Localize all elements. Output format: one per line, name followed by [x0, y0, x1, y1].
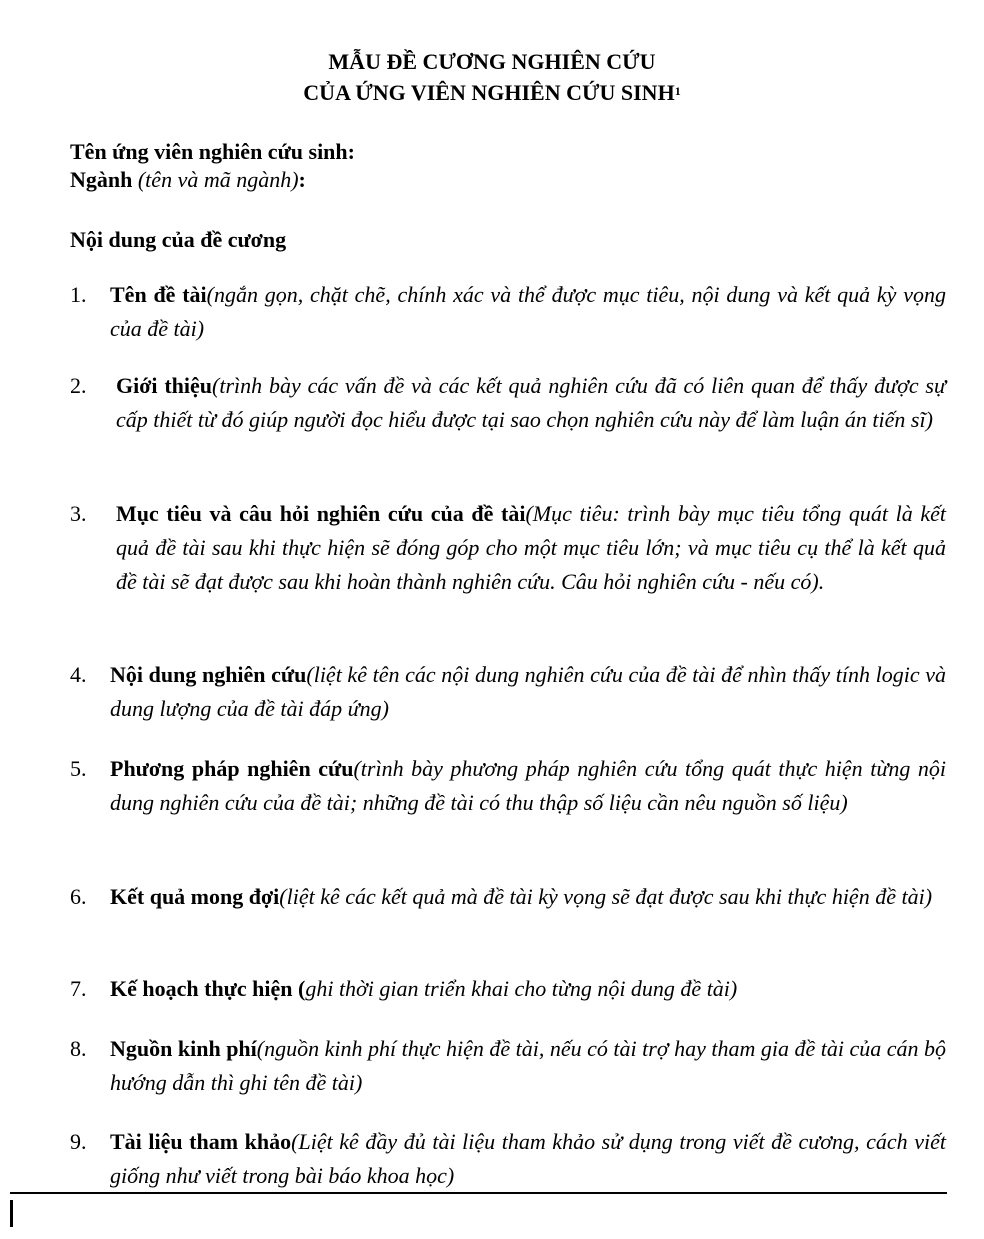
item-title: Kế hoạch thực hiện (	[110, 976, 306, 1001]
major-label: Ngành	[70, 167, 133, 192]
item-title: Mục tiêu và câu hỏi nghiên cứu của đề tài	[116, 501, 526, 526]
section-heading	[70, 225, 286, 255]
list-item	[70, 369, 946, 437]
item-title: Giới thiệu	[116, 373, 213, 398]
item-description: (liệt kê tên các nội dung nghiên cứu của đề tài để nhìn thấy tính logic và dung lượng của đề tài đáp ứng)	[110, 662, 946, 721]
document-title-line-1	[0, 47, 984, 77]
item-description: (ngắn gọn, chặt chẽ, chính xác và thể được mục tiêu, nội dung và kết quả kỳ vọng của đề tài)	[110, 282, 946, 341]
item-title: Tên đề tài	[110, 282, 207, 307]
item-number: 6.	[70, 884, 87, 909]
list-item	[70, 497, 946, 599]
item-title: Phương pháp nghiên cứu	[110, 756, 354, 781]
list-item	[70, 1032, 946, 1100]
item-title: Kết quả mong đợi	[110, 884, 280, 909]
item-number: 4.	[70, 662, 87, 687]
footnote-separator	[10, 1192, 947, 1194]
list-item	[70, 658, 946, 726]
candidate-name-label: Tên ứng viên nghiên cứu sinh:	[70, 139, 355, 164]
list-item	[70, 752, 946, 820]
item-number: 3.	[70, 501, 87, 526]
item-number: 5.	[70, 756, 87, 781]
major-field	[70, 165, 306, 195]
candidate-name-field	[70, 137, 355, 167]
major-colon: :	[298, 167, 306, 192]
title-line-2-text: CỦA ỨNG VIÊN NGHIÊN CỨU SINH	[303, 80, 675, 105]
list-item	[70, 972, 946, 1006]
item-title: Nội dung nghiên cứu	[110, 662, 307, 687]
title-line-1-text: MẪU ĐỀ CƯƠNG NGHIÊN CỨU	[328, 49, 656, 74]
item-number: 9.	[70, 1129, 87, 1154]
item-description: (Mục tiêu: trình bày mục tiêu tổng quát là kết quả đề tài sau khi thực hiện sẽ đóng góp cho một mục tiêu lớn; và mục tiêu cụ thể là kết quả đề tài sẽ đạt được sau khi hoàn thành nghiên cứu. Câu hỏi nghiên cứu - nếu có).	[116, 501, 946, 594]
item-description: (Liệt kê đầy đủ tài liệu tham khảo sử dụng trong viết đề cương, cách viết giống như viết trong bài báo khoa học)	[110, 1129, 946, 1188]
item-description: ghi thời gian triển khai cho từng nội dung đề tài)	[305, 976, 738, 1001]
item-description: (trình bày phương pháp nghiên cứu tổng quát thực hiện từng nội dung nghiên cứu của đề tài; những đề tài có thu thập số liệu cần nêu nguồn số liệu)	[110, 756, 946, 815]
footnote-reference: 1	[674, 84, 681, 98]
section-heading-text: Nội dung của đề cương	[70, 227, 287, 252]
list-item	[70, 278, 946, 346]
list-item	[70, 1125, 946, 1193]
document-title-line-2	[0, 78, 984, 108]
item-number: 1.	[70, 282, 87, 307]
list-item	[70, 880, 946, 914]
major-hint: (tên và mã ngành)	[137, 167, 299, 192]
item-title: Nguồn kinh phí	[110, 1036, 257, 1061]
item-description: (trình bày các vấn đề và các kết quả nghiên cứu đã có liên quan để thấy được sự cấp thiết từ đó giúp người đọc hiểu được tại sao chọn nghiên cứu này để làm luận án tiến sĩ)	[116, 373, 946, 432]
text-cursor	[10, 1200, 13, 1227]
item-number: 7.	[70, 976, 87, 1001]
item-number: 2.	[70, 373, 87, 398]
item-description: (nguồn kinh phí thực hiện đề tài, nếu có tài trợ hay tham gia đề tài của cán bộ hướng dẫn thì ghi tên đề tài)	[110, 1036, 947, 1095]
item-description: (liệt kê các kết quả mà đề tài kỳ vọng sẽ đạt được sau khi thực hiện đề tài)	[279, 884, 933, 909]
item-number: 8.	[70, 1036, 87, 1061]
item-title: Tài liệu tham khảo	[110, 1129, 292, 1154]
